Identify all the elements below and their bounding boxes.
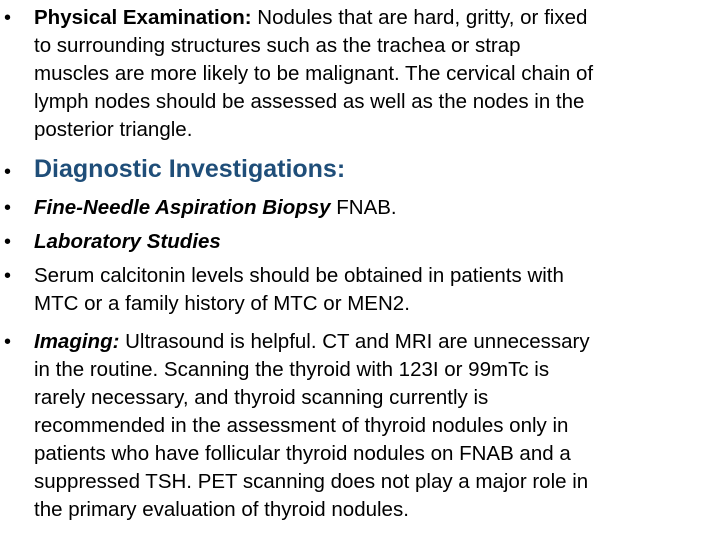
fnab-label: Fine-Needle Aspiration Biopsy <box>34 196 331 219</box>
physical-examination-text: to surrounding structures such as the trachea or strap <box>34 34 521 57</box>
bullet-marker: • <box>4 197 12 219</box>
diagnostic-investigations-item <box>34 154 714 184</box>
physical-examination-text: lymph nodes should be assessed as well as the nodes in the <box>34 90 585 113</box>
imaging-text: suppressed TSH. PET scanning does not play a major role in <box>34 470 589 493</box>
serum-calcitonin-item <box>34 262 714 318</box>
laboratory-studies-label: Laboratory Studies <box>34 230 221 253</box>
physical-examination-text: muscles are more likely to be malignant. The cervical chain of <box>34 62 594 85</box>
bullet-marker: • <box>4 7 12 29</box>
fnab-text: FNAB. <box>330 196 397 219</box>
physical-examination-text: posterior triangle. <box>34 118 193 141</box>
imaging-text: recommended in the assessment of thyroid nodules only in <box>34 414 569 437</box>
bullet-marker: • <box>4 161 12 183</box>
physical-examination-text: Nodules that are hard, gritty, or fixed <box>251 6 588 29</box>
imaging-text: rarely necessary, and thyroid scanning currently is <box>34 386 489 409</box>
serum-calcitonin-text: Serum calcitonin levels should be obtained in patients with <box>34 264 564 287</box>
fnab-item <box>34 194 714 222</box>
physical-examination-item <box>34 4 714 144</box>
laboratory-studies-item <box>34 228 714 256</box>
imaging-item <box>34 328 714 524</box>
bullet-marker: • <box>4 331 12 353</box>
imaging-text: in the routine. Scanning the thyroid with 123I or 99mTc is <box>34 358 550 381</box>
imaging-text: patients who have follicular thyroid nodules on FNAB and a <box>34 442 571 465</box>
diagnostic-investigations-heading: Diagnostic Investigations: <box>34 155 346 183</box>
bullet-marker: • <box>4 265 12 287</box>
physical-examination-label: Physical Examination: <box>34 6 252 29</box>
imaging-text: the primary evaluation of thyroid nodules. <box>34 498 409 521</box>
imaging-text: Ultrasound is helpful. CT and MRI are unnecessary <box>119 330 590 353</box>
bullet-marker: • <box>4 231 12 253</box>
imaging-label: Imaging: <box>34 330 120 353</box>
serum-calcitonin-text: MTC or a family history of MTC or MEN2. <box>34 292 410 315</box>
